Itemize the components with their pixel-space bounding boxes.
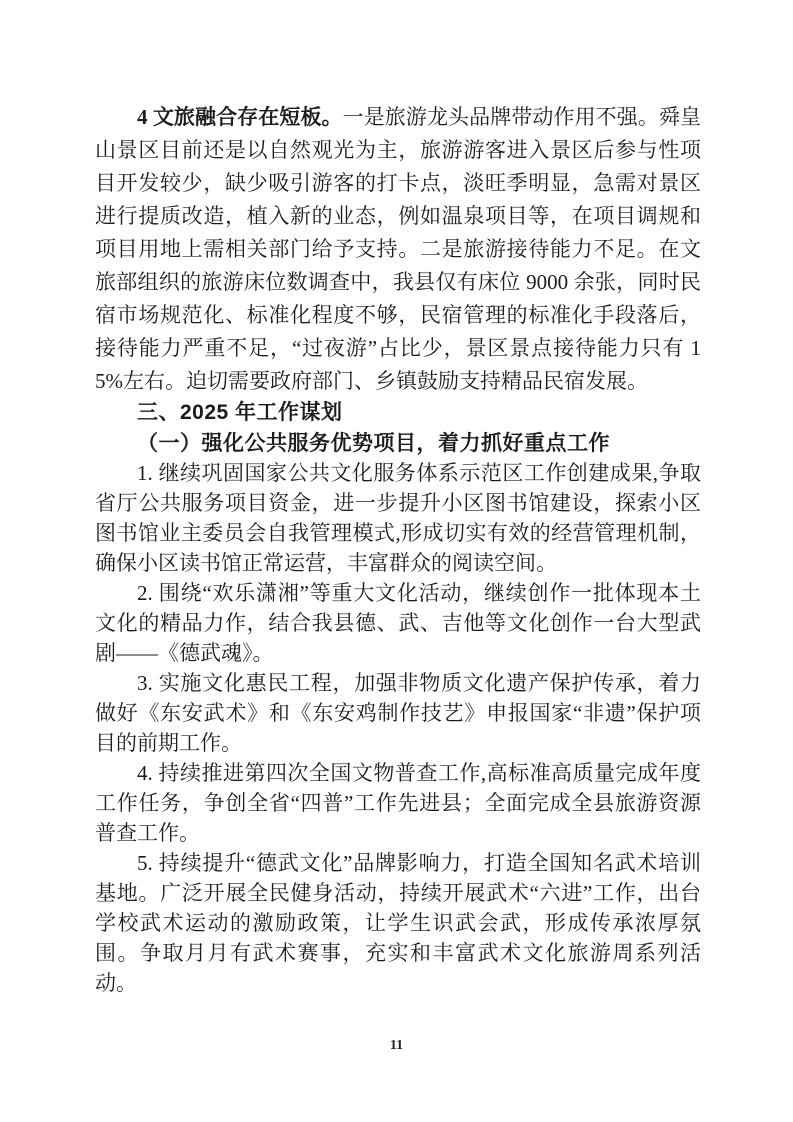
page-number: 11 <box>389 1038 404 1053</box>
numbered-paragraph-1: 1. 继续巩固国家公共文化服务体系示范区工作创建成果,争取省厅公共服务项目资金，进一步提升小区图书馆建设，探索小区图书馆业主委员会自我管理模式,形成切实有效的经营管理机制，确保小区读书馆正常运营，丰富群众的阅读空间。 <box>95 461 701 575</box>
section-heading: 三、2025 年工作谋划 <box>137 401 343 424</box>
numbered-paragraph-4: 4. 持续推进第四次全国文物普查工作,高标准高质量完成年度工作任务，争创全省“四普”工作先进县；全面完成全县旅游资源普查工作。 <box>95 761 701 845</box>
numbered-paragraph-2: 2. 围绕“欢乐潇湘”等重大文化活动，继续创作一批体现本土文化的精品力作，结合我县德、武、吉他等文化创作一台大型武剧——《德武魂》。 <box>95 581 701 665</box>
subsection-heading: （一）强化公共服务优势项目，着力抓好重点工作 <box>137 431 610 455</box>
lead-paragraph-bold-heading: 4 文旅融合存在短板。 <box>137 105 343 129</box>
document-body <box>95 101 701 998</box>
numbered-paragraph-5: 5. 持续提升“德武文化”品牌影响力，打造全国知名武术培训基地。广泛开展全民健身活动，持续开展武术“六进”工作，出台学校武术运动的激励政策，让学生识武会武，形成传承浓厚氛围。争取月月有武术赛事，充实和丰富武术文化旅游周系列活动。 <box>95 851 701 995</box>
numbered-paragraph-3: 3. 实施文化惠民工程，加强非物质文化遗产保护传承，着力做好《东安武术》和《东安鸡制作技艺》申报国家“非遗”保护项目的前期工作。 <box>95 671 701 755</box>
lead-paragraph <box>95 101 701 398</box>
lead-paragraph-text: 一是旅游龙头品牌带动作用不强。舜皇山景区目前还是以自然观光为主，旅游游客进入景区后参与性项目开发较少，缺少吸引游客的打卡点，淡旺季明显，急需对景区进行提质改造，植入新的业态，例如温泉项目等，在项目调规和项目用地上需相关部门给予支持。二是旅游接待能力不足。在文旅部组织的旅游床位数调查中，我县仅有床位 9000 余张，同时民宿市场规范化、标准化程度不够，民宿管理的标准化手段落后，接待能力严重不足，“过夜游”占比少，景区景点接待能力只有 15%左右。迫切需要政府部门、乡镇鼓励支持精品民宿发展。 <box>95 105 702 393</box>
